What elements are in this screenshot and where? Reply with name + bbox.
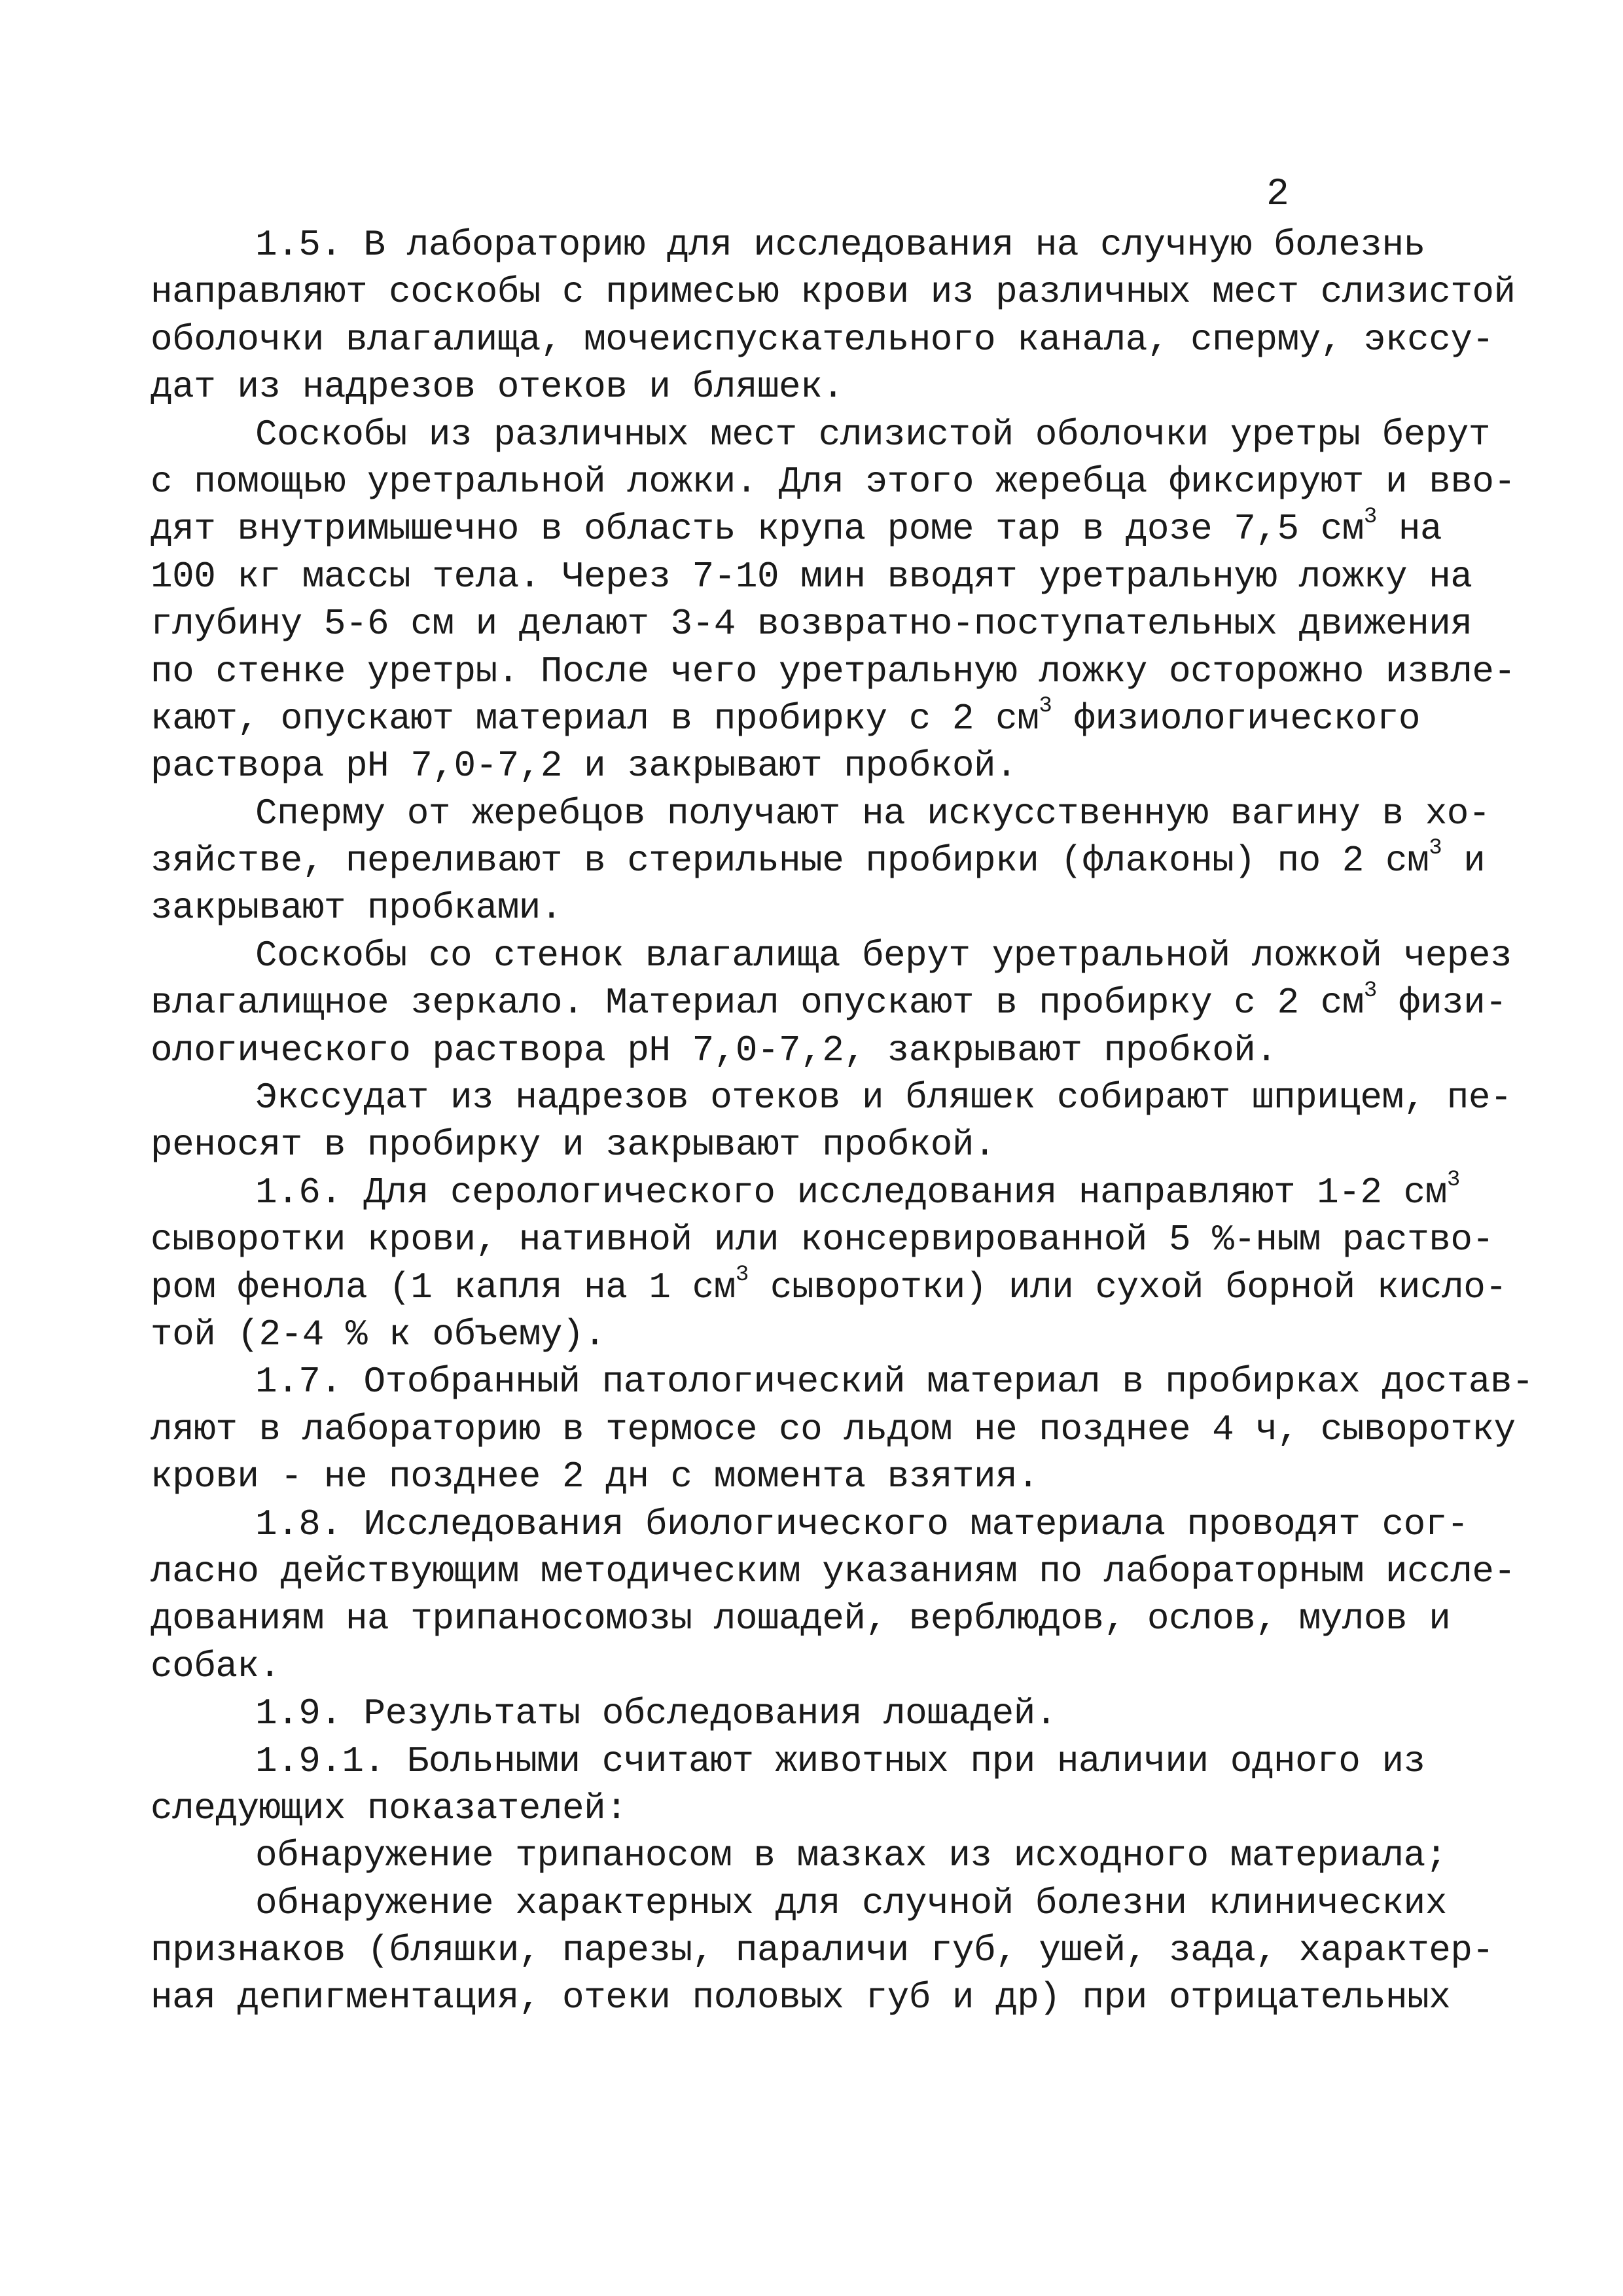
line-text: собак. <box>151 1645 281 1687</box>
line-text: той (2-4 % к объему). <box>151 1313 606 1355</box>
line-text: 1.5. В лабораторию для исследования на случную болезнь <box>255 224 1425 266</box>
text-line <box>151 1453 1486 1500</box>
text-line <box>151 978 1507 1026</box>
superscript: 3 <box>1039 694 1052 719</box>
line-text: 100 кг массы тела. Через 7-10 мин вводят уретральную ложку на <box>151 555 1472 598</box>
line-text: кают, опускают материал в пробирку с 2 см <box>151 697 1039 740</box>
line-text: 1.7. Отобранный патологический материал в пробирках достав- <box>255 1361 1534 1403</box>
superscript: 3 <box>1429 836 1442 861</box>
text-line <box>151 1169 1486 1216</box>
text-line <box>151 1501 1486 1548</box>
line-text: следующих показателей: <box>151 1787 628 1829</box>
text-line <box>151 1832 1486 1879</box>
text-line <box>151 1406 1516 1453</box>
text-line <box>151 790 1491 837</box>
line-text: Соскобы со стенок влагалища берут уретральной ложкой через <box>255 934 1512 977</box>
text-line <box>151 884 1486 931</box>
line-text: направляют соскобы с примесью крови из различных мест слизистой <box>151 271 1516 314</box>
line-text: дованиям на трипаносомозы лошадей, верблюдов, ослов, мулов и <box>151 1598 1451 1640</box>
line-text: признаков (бляшки, парезы, параличи губ, ушей, зада, характер- <box>151 1929 1494 1972</box>
text-line <box>151 1548 1516 1595</box>
text-line <box>151 600 1486 647</box>
line-text: ологического раствора pH 7,0-7,2, закрывают пробкой. <box>151 1029 1277 1071</box>
line-text: 1.9.1. Больными считают животных при наличии одного из <box>255 1740 1425 1782</box>
text-line <box>151 1595 1486 1642</box>
text-line <box>151 1027 1486 1074</box>
body-text <box>151 221 1534 2022</box>
line-text-after: на <box>1376 508 1442 550</box>
text-line <box>151 1121 1486 1168</box>
line-text: сыворотки крови, нативной или консервированной 5 %-ным раство- <box>151 1219 1494 1261</box>
line-text: ласно действующим методическим указаниям по лабораторным иссле- <box>151 1550 1516 1592</box>
line-text: ная депигментация, отеки половых губ и др) при отрицательных <box>151 1977 1451 2019</box>
text-line <box>151 1690 1486 1737</box>
line-text-after: сыворотки) или сухой борной кисло- <box>748 1266 1507 1308</box>
text-line <box>151 1262 1507 1311</box>
text-line <box>151 1311 1486 1358</box>
line-text: 1.6. Для серологического исследования направляют 1-2 см <box>255 1171 1447 1213</box>
text-line <box>151 1785 1486 1832</box>
text-line <box>151 648 1516 695</box>
line-text: закрывают пробками. <box>151 887 563 929</box>
text-line <box>151 1074 1512 1121</box>
line-text: 1.9. Результаты обследования лошадей. <box>255 1693 1057 1735</box>
page-number: 2 <box>1266 173 1289 216</box>
text-line <box>151 316 1494 363</box>
line-text: глубину 5-6 см и делают 3-4 возвратно-поступательных движения <box>151 603 1472 645</box>
text-line <box>151 268 1516 315</box>
text-line <box>151 1738 1486 1785</box>
line-text: реносят в пробирку и закрывают пробкой. <box>151 1124 996 1166</box>
text-line <box>151 1927 1494 1974</box>
text-line <box>151 932 1512 979</box>
line-text: влагалищное зеркало. Материал опускают в пробирку с 2 см <box>151 982 1364 1024</box>
line-text: дат из надрезов отеков и бляшек. <box>151 366 844 408</box>
line-text-after: и <box>1442 840 1486 882</box>
text-line <box>151 553 1486 600</box>
text-line <box>151 411 1491 458</box>
text-line <box>151 458 1516 505</box>
line-text: Экссудат из надрезов отеков и бляшек собирают шприцем, пе- <box>255 1077 1512 1119</box>
line-text: ром фенола (1 капля на 1 см <box>151 1266 736 1308</box>
line-text: с помощью уретральной ложки. Для этого жеребца фиксируют и вво- <box>151 460 1516 503</box>
line-text: оболочки влагалища, мочеиспускательного канала, сперму, экссу- <box>151 318 1494 361</box>
line-text: обнаружение трипаносом в мазках из исходного материала; <box>255 1835 1447 1877</box>
text-line <box>151 1974 1486 2021</box>
line-text: дят внутримышечно в область крупа роме тар в дозе 7,5 см <box>151 508 1364 550</box>
text-line <box>151 695 1486 742</box>
text-line <box>151 1643 1486 1690</box>
line-text: крови - не позднее 2 дн с момента взятия. <box>151 1456 1039 1498</box>
superscript: 3 <box>1363 978 1377 1003</box>
line-text: обнаружение характерных для случной болезни клинических <box>255 1882 1447 1924</box>
text-line <box>151 1880 1486 1927</box>
line-text-after: физи- <box>1376 982 1507 1024</box>
line-text: зяйстве, переливают в стерильные пробирки (флаконы) по 2 см <box>151 840 1429 882</box>
line-text: ляют в лабораторию в термосе со льдом не позднее 4 ч, сыворотку <box>151 1408 1516 1450</box>
line-text: раствора pH 7,0-7,2 и закрывают пробкой. <box>151 745 1018 787</box>
text-line <box>151 505 1486 552</box>
superscript: 3 <box>735 1262 749 1287</box>
line-text: Соскобы из различных мест слизистой оболочки уретры берут <box>255 413 1491 456</box>
text-line <box>151 363 1486 410</box>
superscript: 3 <box>1363 504 1377 529</box>
text-line <box>151 742 1486 789</box>
line-text-after: физиологического <box>1052 697 1421 740</box>
line-text: Сперму от жеребцов получают на искусственную вагину в хо- <box>255 792 1491 834</box>
text-line <box>151 1358 1534 1405</box>
text-line <box>151 1216 1494 1263</box>
line-text: 1.8. Исследования биологического материала проводят сог- <box>255 1503 1469 1545</box>
text-line <box>151 837 1486 884</box>
superscript: 3 <box>1446 1168 1460 1193</box>
line-text: по стенке уретры. После чего уретральную ложку осторожно извле- <box>151 650 1516 692</box>
text-line <box>151 221 1486 268</box>
